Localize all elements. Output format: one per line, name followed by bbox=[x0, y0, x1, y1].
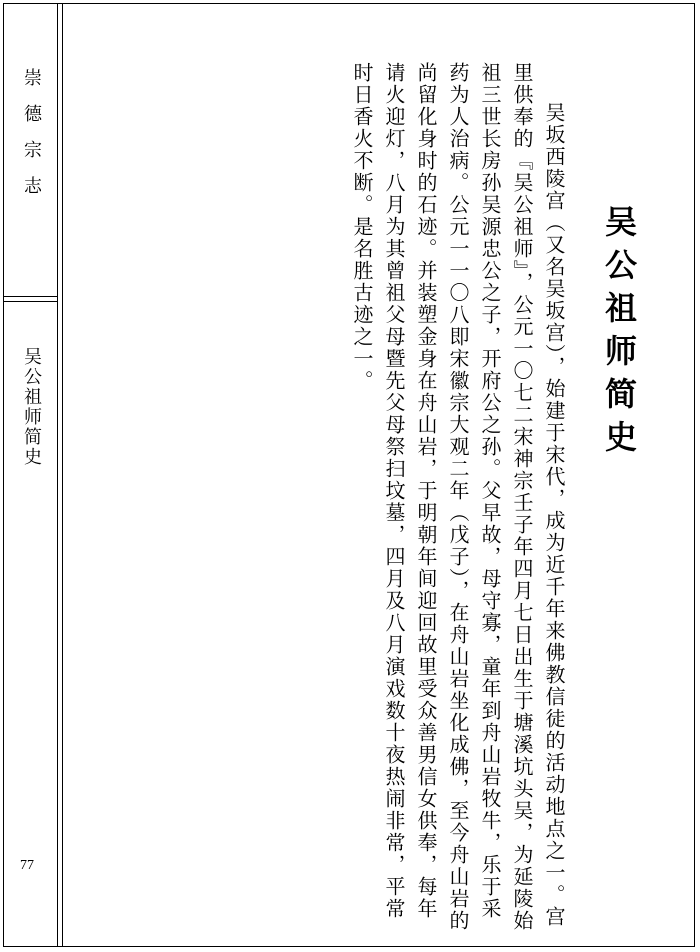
sidebar-separator-bottom bbox=[3, 301, 57, 302]
sidebar-separator-top bbox=[3, 296, 57, 297]
sidebar-chapter-title: 吴公祖师简史 bbox=[21, 347, 42, 467]
body-text bbox=[346, 62, 570, 932]
page-number: 77 bbox=[20, 858, 34, 873]
sidebar-divider-outer bbox=[62, 3, 63, 947]
page-title: 吴公祖师简史 bbox=[600, 205, 638, 463]
body-paragraph: 吴坂西陵宫（又名吴坂宫），始建于宋代，成为近千年来佛教信徒的活动地点之一。宫里供奉的『吴公祖师』，公元一〇七二宋神宗壬子年四月七日出生于塘溪坑头吴，为延陵始祖三世长房孙吴源忠公之子，开府公之孙。父早故，母守寡，童年到舟山岩牧牛，乐于采药为人治病。公元一一〇八即宋徽宗大观二年（戊子），在舟山岩坐化成佛，至今舟山岩的尚留化身时的石迹。并装塑金身在舟山岩，于明朝年间迎回故里受众善男信女供奉，每年请火迎灯，八月为其曾祖父母暨先父母祭扫坟墓，四月及八月演戏数十夜热闹非常，平常时日香火不断。是名胜古迹之一。 bbox=[350, 62, 566, 932]
book-title: 崇德宗志 bbox=[21, 68, 42, 212]
sidebar-divider-inner bbox=[57, 3, 58, 947]
